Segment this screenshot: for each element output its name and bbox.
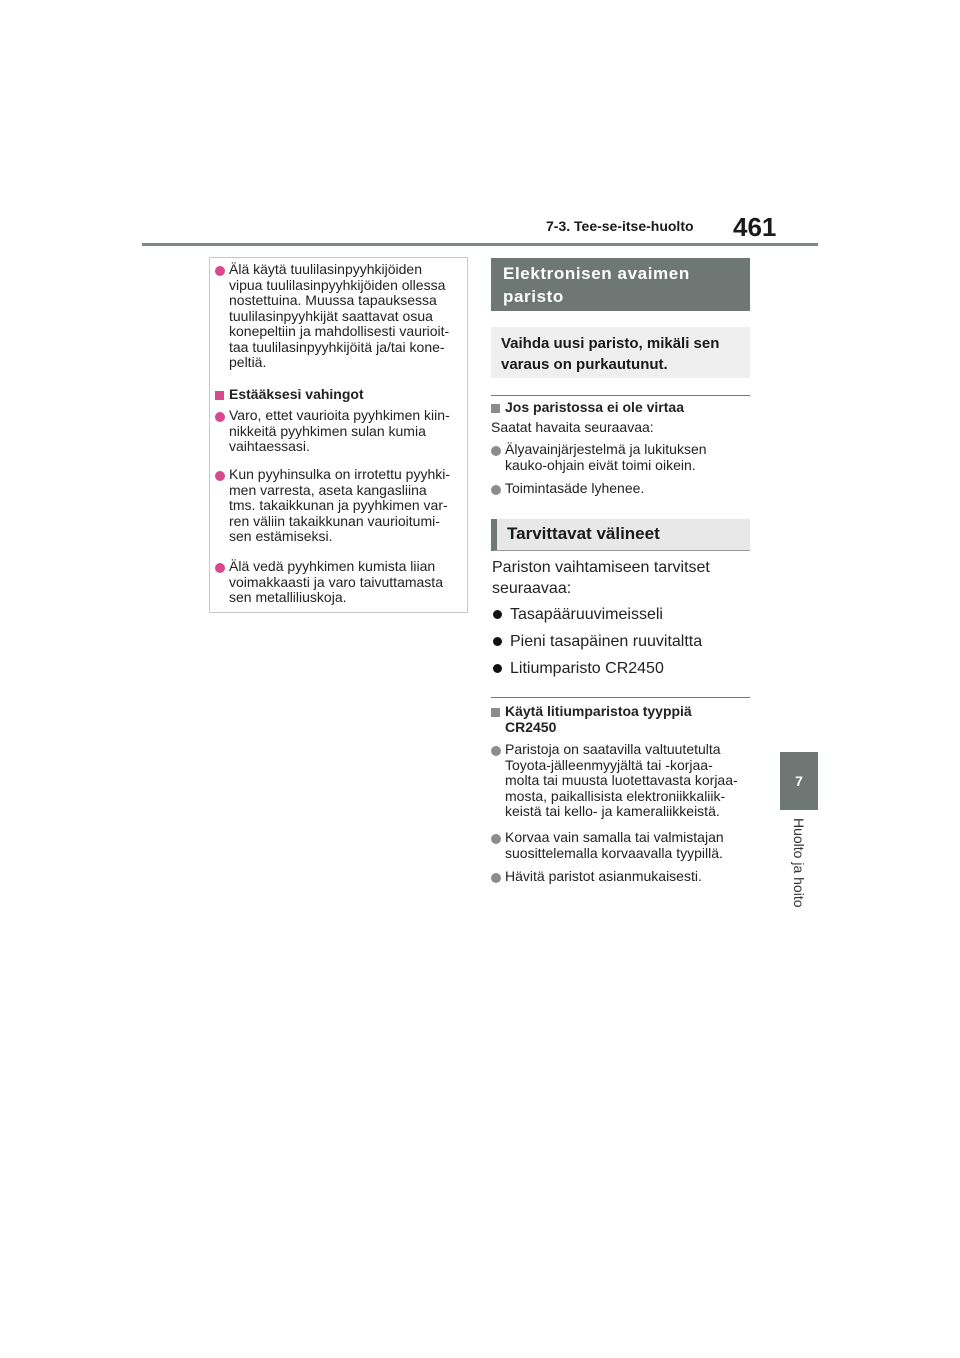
caution-paragraph-3: Kun pyyhinsulka on irrotettu pyyhki- men varresta, aseta kangasliina tms. takaikkunan ja pyyhkimen var- ren väliin takaikkunan vaurioitumi- sen estämiseksi. [229,466,450,544]
caution-paragraph-4: Älä vedä pyyhkimen kumista liian voimakkaasti ja varo taivuttamasta sen metalliliuskoja. [229,558,443,605]
caution-subheading: Estääksesi vahingot [229,386,364,402]
tools-intro: Pariston vaihtamiseen tarvitset seuraavaa: [492,559,710,597]
note-intro: Saatat havaita seuraavaa: [491,419,654,435]
note-item: Paristoja on saatavilla valtuutetulta Toyota-jälleenmyyjältä tai -korjaa- molta tai muusta luotettavasta korjaa- mosta, paikallisista elektroniikkaliik- keistä tai kello- ja kameraliikkeistä. [505,741,738,819]
bullet-icon [491,746,501,756]
caution-paragraph-2: Varo, ettet vaurioita pyyhkimen kiin- nikkeitä pyyhkimen sulan kumia vaihtaessasi. [229,407,450,454]
tool-item: Tasapääruuvimeisseli [510,606,663,623]
bullet-icon [493,637,502,646]
header-divider [142,243,818,246]
square-bullet-icon [491,404,500,413]
section-summary: Vaihda uusi paristo, mikäli sen varaus on purkautunut. [491,327,750,378]
bullet-icon [493,610,502,619]
section-heading-battery: Elektronisen avaimen paristo [491,258,750,311]
bullet-icon [491,873,501,883]
bullet-icon [491,834,501,844]
bullet-icon [215,266,225,276]
note-item: Hävitä paristot asianmukaisesti. [505,868,702,884]
note-divider [491,395,750,396]
bullet-icon [215,563,225,573]
section-heading-tools: Tarvittavat välineet [491,519,750,551]
bullet-icon [491,446,501,456]
square-bullet-icon [491,708,500,717]
note-divider [491,697,750,698]
note-title: Käytä litiumparistoa tyyppiä CR2450 [505,703,692,735]
caution-paragraph-1: Älä käytä tuulilasinpyyhkijöiden vipua tuulilasinpyyhkijöiden ollessa nostettuina. Muussa tapauksessa tuulilasinpyyhkijät saattavat osua konepeltiin ja mahdollisesti vaurioit- taa tuulilasinpyyhkijöitä ja/tai kone- peltiä. [229,261,450,370]
chapter-label [782,818,816,928]
bullet-icon [215,412,225,422]
bullet-icon [491,485,501,495]
caution-box [209,257,468,613]
note-item: Älyavainjärjestelmä ja lukituksen kauko-ohjain eivät toimi oikein. [505,441,707,473]
tool-item: Litiumparisto CR2450 [510,660,664,677]
chapter-label-text: Huolto ja hoito [791,818,807,908]
square-bullet-icon [215,391,224,400]
page-number: 461 [733,212,777,242]
note-item: Korvaa vain samalla tai valmistajan suosittelemalla korvaavalla tyypillä. [505,829,724,861]
section-title: 7-3. Tee-se-itse-huolto [546,218,694,234]
note-item: Toimintasäde lyhenee. [505,480,645,496]
chapter-tab: 7 [780,752,818,810]
bullet-icon [215,471,225,481]
bullet-icon [493,664,502,673]
tool-item: Pieni tasapäinen ruuvitaltta [510,633,703,650]
note-title: Jos paristossa ei ole virtaa [505,399,684,415]
